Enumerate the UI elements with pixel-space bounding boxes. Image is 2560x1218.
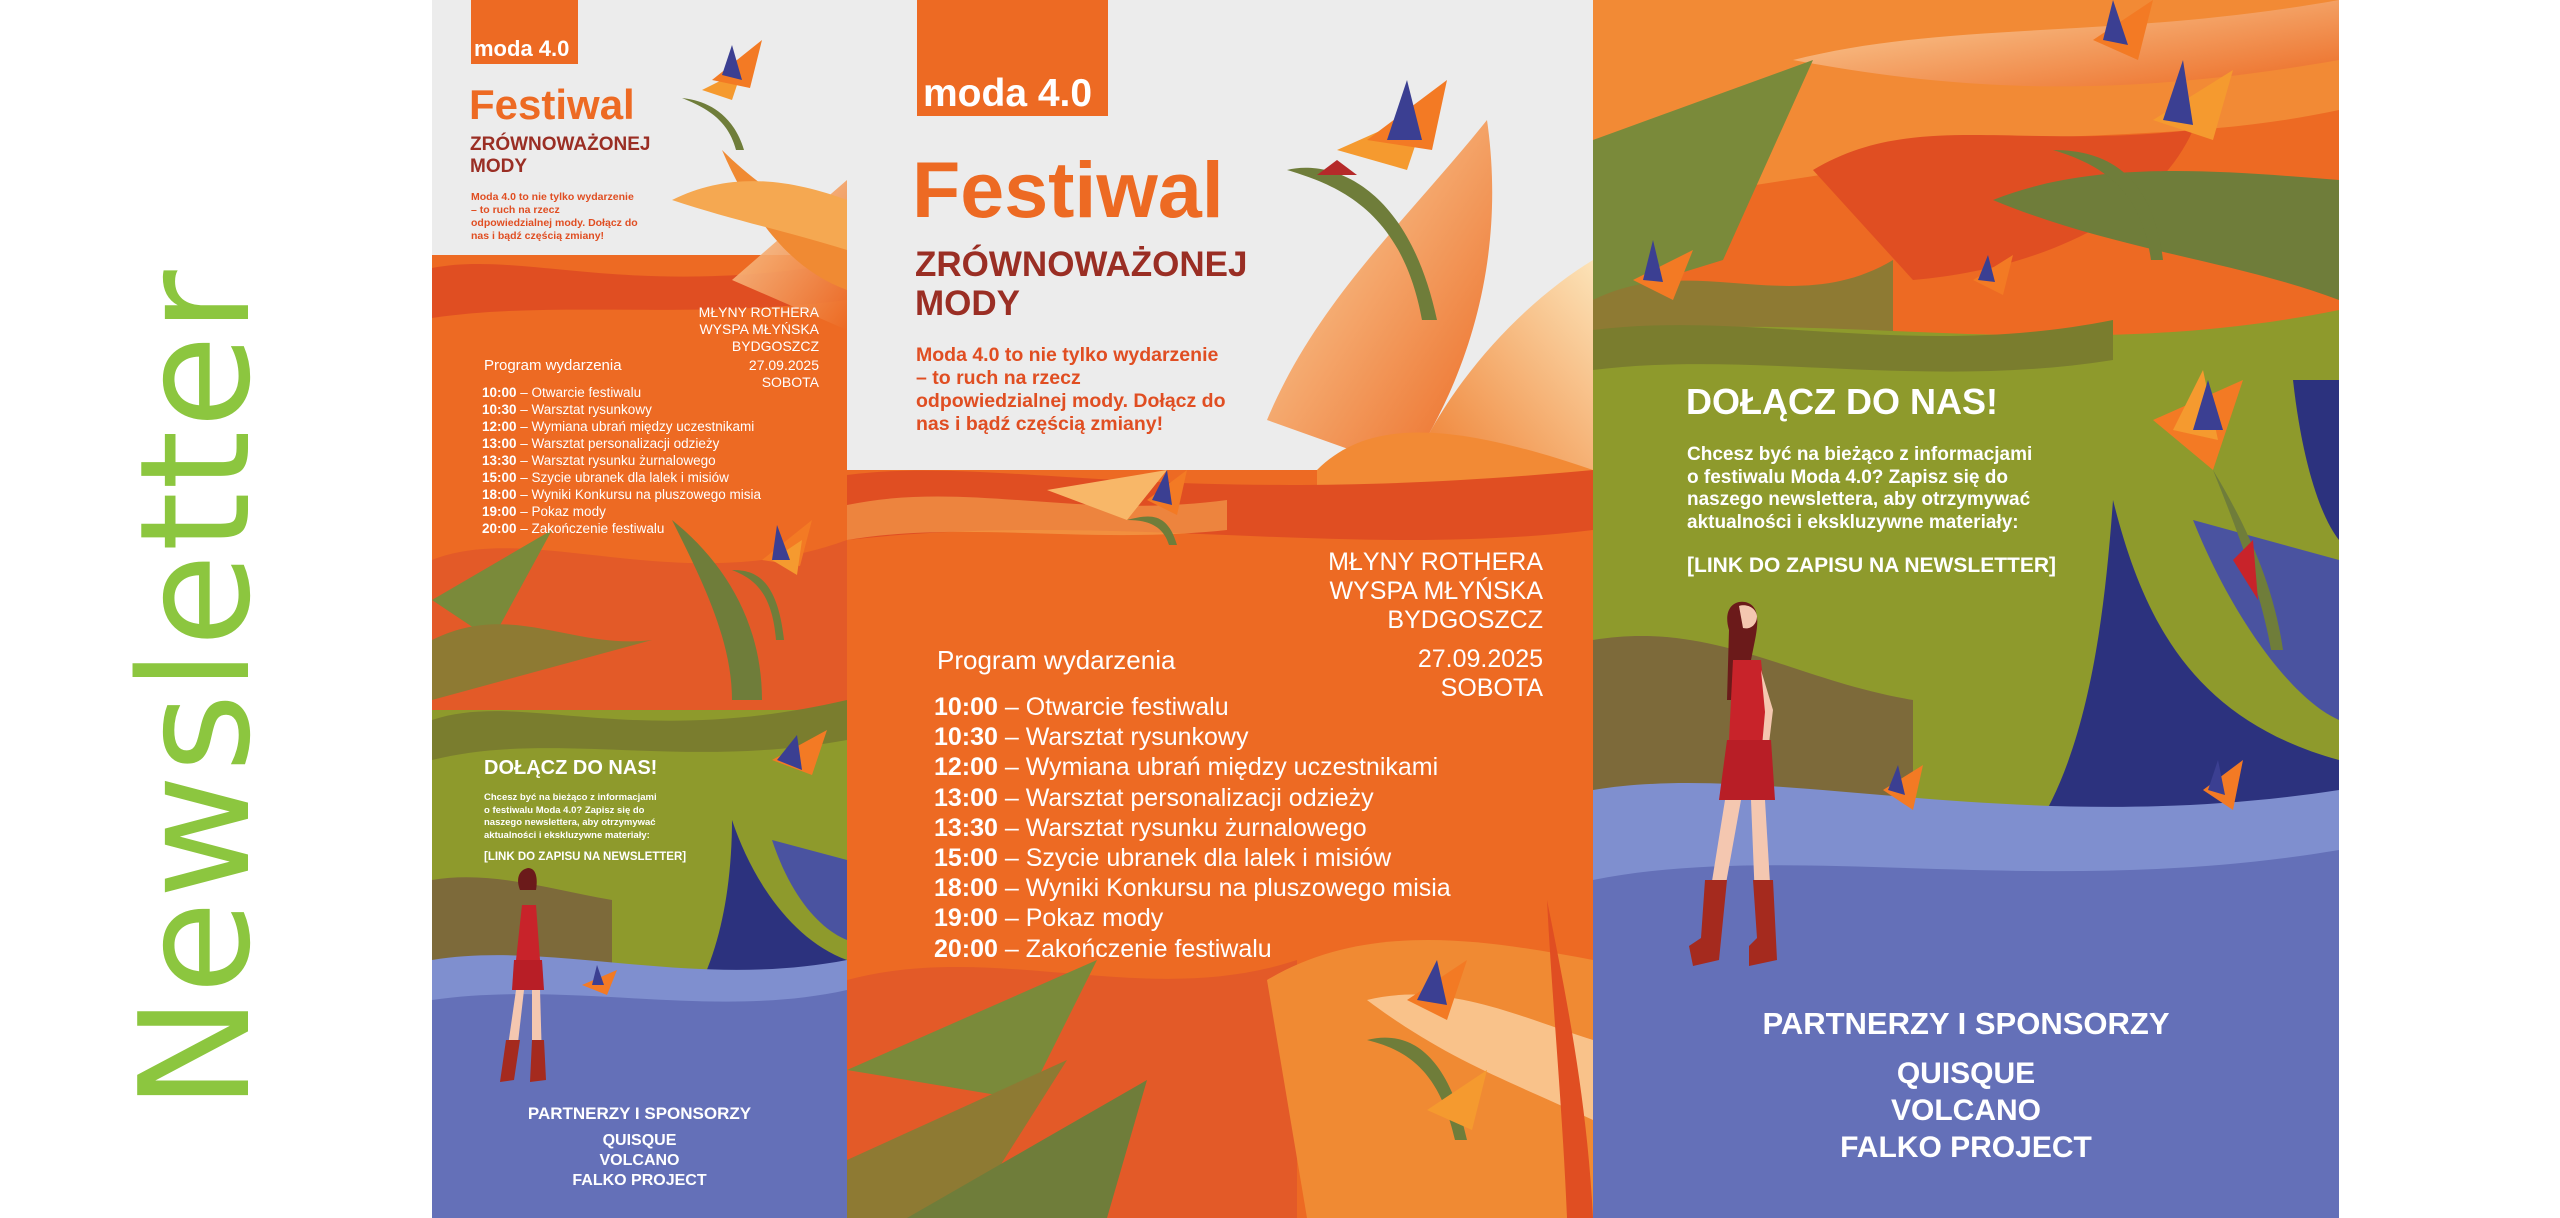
program-item: 20:00 – Zakończenie festiwalu [934, 934, 1272, 963]
sponsors-heading: PARTNERZY I SPONSORZY [527, 1104, 752, 1123]
program-item: 13:00 – Warsztat personalizacji odzieży [934, 783, 1374, 812]
program-item: 10:00 – Otwarcie festiwalu [482, 385, 642, 400]
intro-line: – to ruch na rzecz [471, 204, 560, 216]
sponsors-heading: PARTNERZY I SPONSORZY [1762, 1006, 2170, 1041]
join-line: aktualności i ekskluzywne materiały: [484, 829, 650, 841]
program-item: 20:00 – Zakończenie festiwalu [482, 521, 665, 536]
join-line: Chcesz być na bieżąco z informacjami [484, 792, 657, 803]
program-item: 18:00 – Wyniki Konkursu na pluszowego misia [482, 487, 762, 502]
program-item: 18:00 – Wyniki Konkursu na pluszowego misia [934, 874, 1451, 903]
program-item: 10:00 – Otwarcie festiwalu [934, 693, 1229, 721]
venue-line: MŁYNY ROTHERA [698, 304, 819, 320]
program-item: 10:30 – Warsztat rysunkowy [934, 723, 1249, 752]
program-list [934, 692, 1451, 964]
event-date: 27.09.2025 [1417, 645, 1543, 673]
venue-line: WYSPA MŁYŃSKA [699, 321, 819, 337]
preview-artwork [432, 0, 847, 1218]
brand-logo: moda 4.0 [923, 72, 1093, 115]
side-title [0, 0, 284, 1218]
festival-subtitle-2: MODY [470, 156, 527, 177]
program-heading: Program wydarzenia [937, 645, 1176, 675]
program-item: 19:00 – Pokaz mody [934, 904, 1164, 933]
newsletter-link[interactable]: [LINK DO ZAPISU NA NEWSLETTER] [1687, 554, 2057, 577]
join-line: o festiwalu Moda 4.0? Zapisz się do [484, 804, 645, 816]
festival-title: Festiwal [912, 145, 1224, 234]
sponsor-name: VOLCANO [599, 1152, 680, 1169]
newsletter-title: Newsletter [107, 268, 284, 1110]
venue-line: BYDGOSZCZ [731, 338, 819, 354]
venue [699, 304, 819, 355]
program-item: 10:30 – Warsztat rysunkowy [482, 402, 652, 417]
sponsor-name: QUISQUE [602, 1132, 677, 1149]
join-line: naszego newslettera, aby otrzymywać [484, 817, 656, 828]
intro-line: odpowiedzialnej mody. Dołącz do [471, 217, 638, 229]
venue-line: WYSPA MŁYŃSKA [1329, 577, 1543, 605]
festival-subtitle-2: MODY [915, 284, 1020, 323]
sponsor-name: FALKO PROJECT [572, 1172, 707, 1189]
intro-line: Moda 4.0 to nie tylko wydarzenie [916, 344, 1219, 366]
program-item: 13:00 – Warsztat personalizacji odzieży [482, 436, 720, 451]
sponsor-name: FALKO PROJECT [1840, 1131, 2092, 1164]
brand-logo: moda 4.0 [474, 36, 570, 61]
sponsor-name: QUISQUE [1896, 1057, 2036, 1090]
intro-line: nas i bądź częścią zmiany! [471, 230, 605, 242]
festival-intro [916, 344, 1226, 436]
venue-line: BYDGOSZCZ [1387, 606, 1543, 634]
join-line: o festiwalu Moda 4.0? Zapisz się do [1687, 466, 2008, 488]
newsletter-preview-full [432, 0, 847, 1218]
program-heading: Program wydarzenia [484, 357, 622, 374]
intro-line: nas i bądź częścią zmiany! [916, 413, 1164, 435]
program-item: 12:00 – Wymiana ubrań między uczestnikami [934, 753, 1439, 782]
newsletter-detail-top [847, 0, 1593, 1218]
newsletter-link[interactable]: [LINK DO ZAPISU NA NEWSLETTER] [484, 851, 687, 863]
festival-subtitle-1: ZRÓWNOWAŻONEJ [915, 245, 1248, 284]
intro-line: – to ruch na rzecz [916, 367, 1081, 389]
program-item: 19:00 – Pokaz mody [482, 504, 606, 519]
program-item: 15:00 – Szycie ubranek dla lalek i misiów [934, 844, 1392, 873]
join-heading: DOŁĄCZ DO NAS! [484, 757, 658, 779]
program-list [482, 384, 761, 537]
newsletter-detail-bottom [1593, 0, 2339, 1218]
venue [1328, 548, 1543, 635]
sponsors-list [1593, 1055, 2339, 1166]
intro-line: odpowiedzialnej mody. Dołącz do [916, 390, 1226, 412]
festival-title: Festiwal [469, 81, 635, 128]
program-item: 12:00 – Wymiana ubrań między uczestnikami [482, 419, 755, 434]
join-line: Chcesz być na bieżąco z informacjami [1687, 444, 2033, 465]
join-body [1687, 444, 2032, 534]
program-item: 13:30 – Warsztat rysunku żurnalowego [482, 453, 716, 468]
event-day: SOBOTA [1440, 674, 1543, 702]
join-line: naszego newslettera, aby otrzymywać [1687, 489, 2031, 510]
sponsor-name: VOLCANO [1891, 1094, 2041, 1127]
program-item: 13:30 – Warsztat rysunku żurnalowego [934, 813, 1367, 842]
join-body [484, 792, 657, 842]
venue-line: MŁYNY ROTHERA [1328, 548, 1543, 576]
join-line: aktualności i ekskluzywne materiały: [1687, 511, 2019, 533]
join-heading: DOŁĄCZ DO NAS! [1686, 381, 1998, 422]
event-day: SOBOTA [761, 374, 819, 390]
sponsors-list [432, 1131, 847, 1191]
festival-intro [471, 191, 638, 243]
festival-subtitle-1: ZRÓWNOWAŻONEJ [470, 134, 651, 155]
event-date: 27.09.2025 [748, 357, 819, 373]
program-item: 15:00 – Szycie ubranek dla lalek i misiów [482, 470, 729, 485]
intro-line: Moda 4.0 to nie tylko wydarzenie [471, 191, 634, 203]
